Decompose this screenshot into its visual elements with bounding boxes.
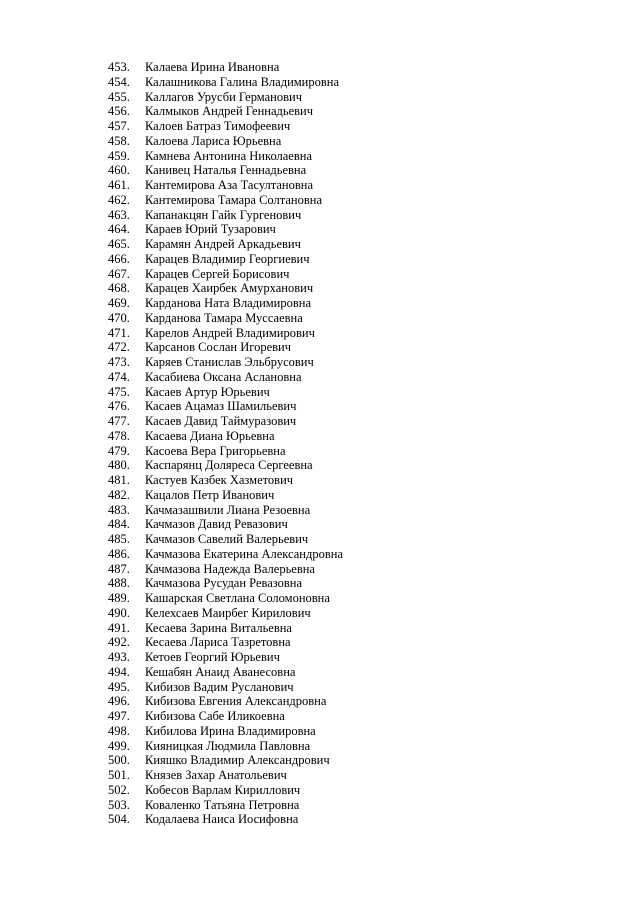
entry-name: Канивец Наталья Геннадьевна <box>145 163 307 178</box>
entry-number: 491. <box>108 620 130 635</box>
entry-name: Касаева Диана Юрьевна <box>145 428 275 443</box>
list-item <box>108 621 568 636</box>
list-item <box>108 606 568 621</box>
entry-number: 494. <box>108 664 130 679</box>
list-item <box>108 724 568 739</box>
list-item <box>108 547 568 562</box>
entry-number: 484. <box>108 517 130 532</box>
list-item <box>108 576 568 591</box>
entry-number: 497. <box>108 709 130 723</box>
entry-number: 489. <box>108 591 130 605</box>
list-item <box>108 119 568 134</box>
list-item <box>108 178 568 193</box>
entry-name: Келехсаев Маирбег Кирилович <box>145 605 311 620</box>
entry-number: 471. <box>108 325 130 340</box>
entry-number: 468. <box>108 281 130 296</box>
entry-number: 465. <box>108 237 130 251</box>
entry-name: Коваленко Татьяна Петровна <box>145 797 300 812</box>
list-item <box>108 311 568 326</box>
entry-name: Карелов Андрей Владимирович <box>145 325 315 340</box>
entry-number: 478. <box>108 428 130 443</box>
entry-number: 503. <box>108 797 130 812</box>
list-item <box>108 753 568 768</box>
list-item <box>108 739 568 754</box>
entry-name: Кибизова Сабе Иликоевна <box>145 709 285 723</box>
entry-number: 481. <box>108 473 130 487</box>
entry-number: 463. <box>108 207 130 222</box>
entry-number: 461. <box>108 178 130 192</box>
entry-name: Кибизов Вадим Русланович <box>145 679 294 694</box>
list-item <box>108 532 568 547</box>
entry-number: 498. <box>108 723 130 738</box>
entry-number: 456. <box>108 104 130 119</box>
list-item <box>108 193 568 208</box>
list-item <box>108 517 568 532</box>
entry-number: 458. <box>108 133 130 148</box>
entry-name: Кобесов Варлам Кириллович <box>145 782 301 797</box>
entry-name: Капанакцян Гайк Гургенович <box>145 207 302 222</box>
entry-name: Калашникова Галина Владимировна <box>145 74 339 89</box>
list-item <box>108 591 568 606</box>
list-item <box>108 222 568 237</box>
entry-number: 453. <box>108 60 130 74</box>
entry-name: Качмазов Савелий Валерьевич <box>145 532 309 546</box>
entry-name: Князев Захар Анатольевич <box>145 768 287 782</box>
entry-number: 490. <box>108 605 130 620</box>
list-item <box>108 134 568 149</box>
entry-number: 472. <box>108 340 130 355</box>
entry-name: Кибилова Ирина Владимировна <box>145 723 316 738</box>
entry-number: 460. <box>108 163 130 178</box>
entry-name: Кесаева Зарина Витальевна <box>145 620 292 635</box>
entry-name: Кияницкая Людмила Павловна <box>145 738 311 753</box>
entry-number: 500. <box>108 753 130 768</box>
entry-name: Карамян Андрей Аркадьевич <box>145 237 301 251</box>
entry-name: Каллагов Урусби Германович <box>145 89 302 104</box>
entry-name: Калоев Батраз Тимофеевич <box>145 119 291 133</box>
entry-name: Карданова Тамара Муссаевна <box>145 310 303 325</box>
list-item <box>108 429 568 444</box>
entry-name: Карданова Ната Владимировна <box>145 296 312 310</box>
list-item <box>108 149 568 164</box>
entry-number: 475. <box>108 384 130 399</box>
entry-number: 470. <box>108 310 130 325</box>
list-item <box>108 60 568 75</box>
list-item <box>108 783 568 798</box>
entry-number: 469. <box>108 296 130 310</box>
entry-name: Карацев Сергей Борисович <box>145 266 290 281</box>
entry-name: Качмазов Давид Ревазович <box>145 517 288 532</box>
list-item <box>108 798 568 813</box>
name-list <box>108 60 568 827</box>
list-item <box>108 163 568 178</box>
entry-name: Качмазова Надежда Валерьевна <box>145 561 315 576</box>
entry-name: Кибизова Евгения Александровна <box>145 694 327 709</box>
entry-name: Касаев Ацамаз Шамильевич <box>145 399 297 414</box>
entry-name: Касаев Давид Таймуразович <box>145 414 297 428</box>
list-item <box>108 503 568 518</box>
entry-number: 477. <box>108 414 130 428</box>
entry-number: 479. <box>108 443 130 458</box>
entry-name: Калмыков Андрей Геннадьевич <box>145 104 314 119</box>
entry-name: Каспарянц Доляреса Сергеевна <box>145 458 313 473</box>
list-item <box>108 562 568 577</box>
entry-number: 501. <box>108 768 130 782</box>
entry-number: 480. <box>108 458 130 473</box>
entry-name: Касабиева Оксана Аслановна <box>145 369 302 384</box>
entry-name: Кашарская Светлана Соломоновна <box>145 591 330 605</box>
entry-name: Карацев Хаирбек Амурханович <box>145 281 314 296</box>
entry-number: 483. <box>108 502 130 517</box>
list-item <box>108 90 568 105</box>
entry-number: 467. <box>108 266 130 281</box>
entry-name: Камнева Антонина Николаевна <box>145 148 312 163</box>
entry-name: Кантемирова Тамара Солтановна <box>145 192 323 207</box>
entry-number: 487. <box>108 561 130 576</box>
entry-number: 486. <box>108 546 130 561</box>
entry-name: Кастуев Казбек Хазметович <box>145 473 294 487</box>
entry-number: 473. <box>108 355 130 369</box>
entry-name: Кацалов Петр Иванович <box>145 487 275 502</box>
entry-number: 488. <box>108 576 130 591</box>
list-item <box>108 267 568 282</box>
entry-number: 485. <box>108 532 130 546</box>
entry-number: 495. <box>108 679 130 694</box>
list-item <box>108 208 568 223</box>
list-item <box>108 488 568 503</box>
entry-number: 459. <box>108 148 130 163</box>
entry-name: Касоева Вера Григорьевна <box>145 443 286 458</box>
entry-number: 493. <box>108 650 130 664</box>
list-item <box>108 709 568 724</box>
entry-name: Калаева Ирина Ивановна <box>145 60 280 74</box>
entry-number: 476. <box>108 399 130 414</box>
list-item <box>108 399 568 414</box>
list-item <box>108 812 568 827</box>
list-item <box>108 665 568 680</box>
entry-name: Кияшко Владимир Александрович <box>145 753 330 768</box>
entry-name: Качмазова Русудан Ревазовна <box>145 576 303 591</box>
entry-number: 502. <box>108 782 130 797</box>
entry-number: 504. <box>108 812 130 827</box>
list-item <box>108 635 568 650</box>
entry-name: Караев Юрий Тузарович <box>145 222 276 237</box>
entry-number: 492. <box>108 635 130 650</box>
list-item <box>108 75 568 90</box>
entry-number: 462. <box>108 192 130 207</box>
entry-name: Качмазашвили Лиана Резоевна <box>145 502 311 517</box>
entry-name: Касаев Артур Юрьевич <box>145 384 270 399</box>
entry-number: 499. <box>108 738 130 753</box>
list-item <box>108 473 568 488</box>
entry-name: Кесаева Лариса Тазретовна <box>145 635 291 650</box>
list-item <box>108 680 568 695</box>
list-item <box>108 252 568 267</box>
list-item <box>108 650 568 665</box>
entry-name: Кешабян Анаид Аванесовна <box>145 664 296 679</box>
entry-number: 482. <box>108 487 130 502</box>
entry-name: Качмазова Екатерина Александровна <box>145 546 343 561</box>
list-item <box>108 694 568 709</box>
entry-name: Каряев Станислав Эльбрусович <box>145 355 314 369</box>
list-item <box>108 355 568 370</box>
list-item <box>108 385 568 400</box>
list-item <box>108 296 568 311</box>
entry-number: 454. <box>108 74 130 89</box>
list-item <box>108 768 568 783</box>
entry-name: Карацев Владимир Георгиевич <box>145 251 310 266</box>
entry-name: Кетоев Георгий Юрьевич <box>145 650 280 664</box>
entry-name: Кантемирова Аза Тасултановна <box>145 178 314 192</box>
entry-number: 464. <box>108 222 130 237</box>
list-item <box>108 104 568 119</box>
entry-name: Карсанов Сослан Игоревич <box>145 340 292 355</box>
entry-number: 455. <box>108 89 130 104</box>
list-item <box>108 326 568 341</box>
list-item <box>108 281 568 296</box>
entry-name: Калоева Лариса Юрьевна <box>145 133 282 148</box>
list-item <box>108 370 568 385</box>
entry-number: 466. <box>108 251 130 266</box>
list-item <box>108 458 568 473</box>
entry-number: 496. <box>108 694 130 709</box>
entry-number: 474. <box>108 369 130 384</box>
list-item <box>108 414 568 429</box>
list-item <box>108 444 568 459</box>
list-item <box>108 237 568 252</box>
list-item <box>108 340 568 355</box>
entry-number: 457. <box>108 119 130 133</box>
entry-name: Кодалаева Наиса Иосифовна <box>145 812 299 827</box>
